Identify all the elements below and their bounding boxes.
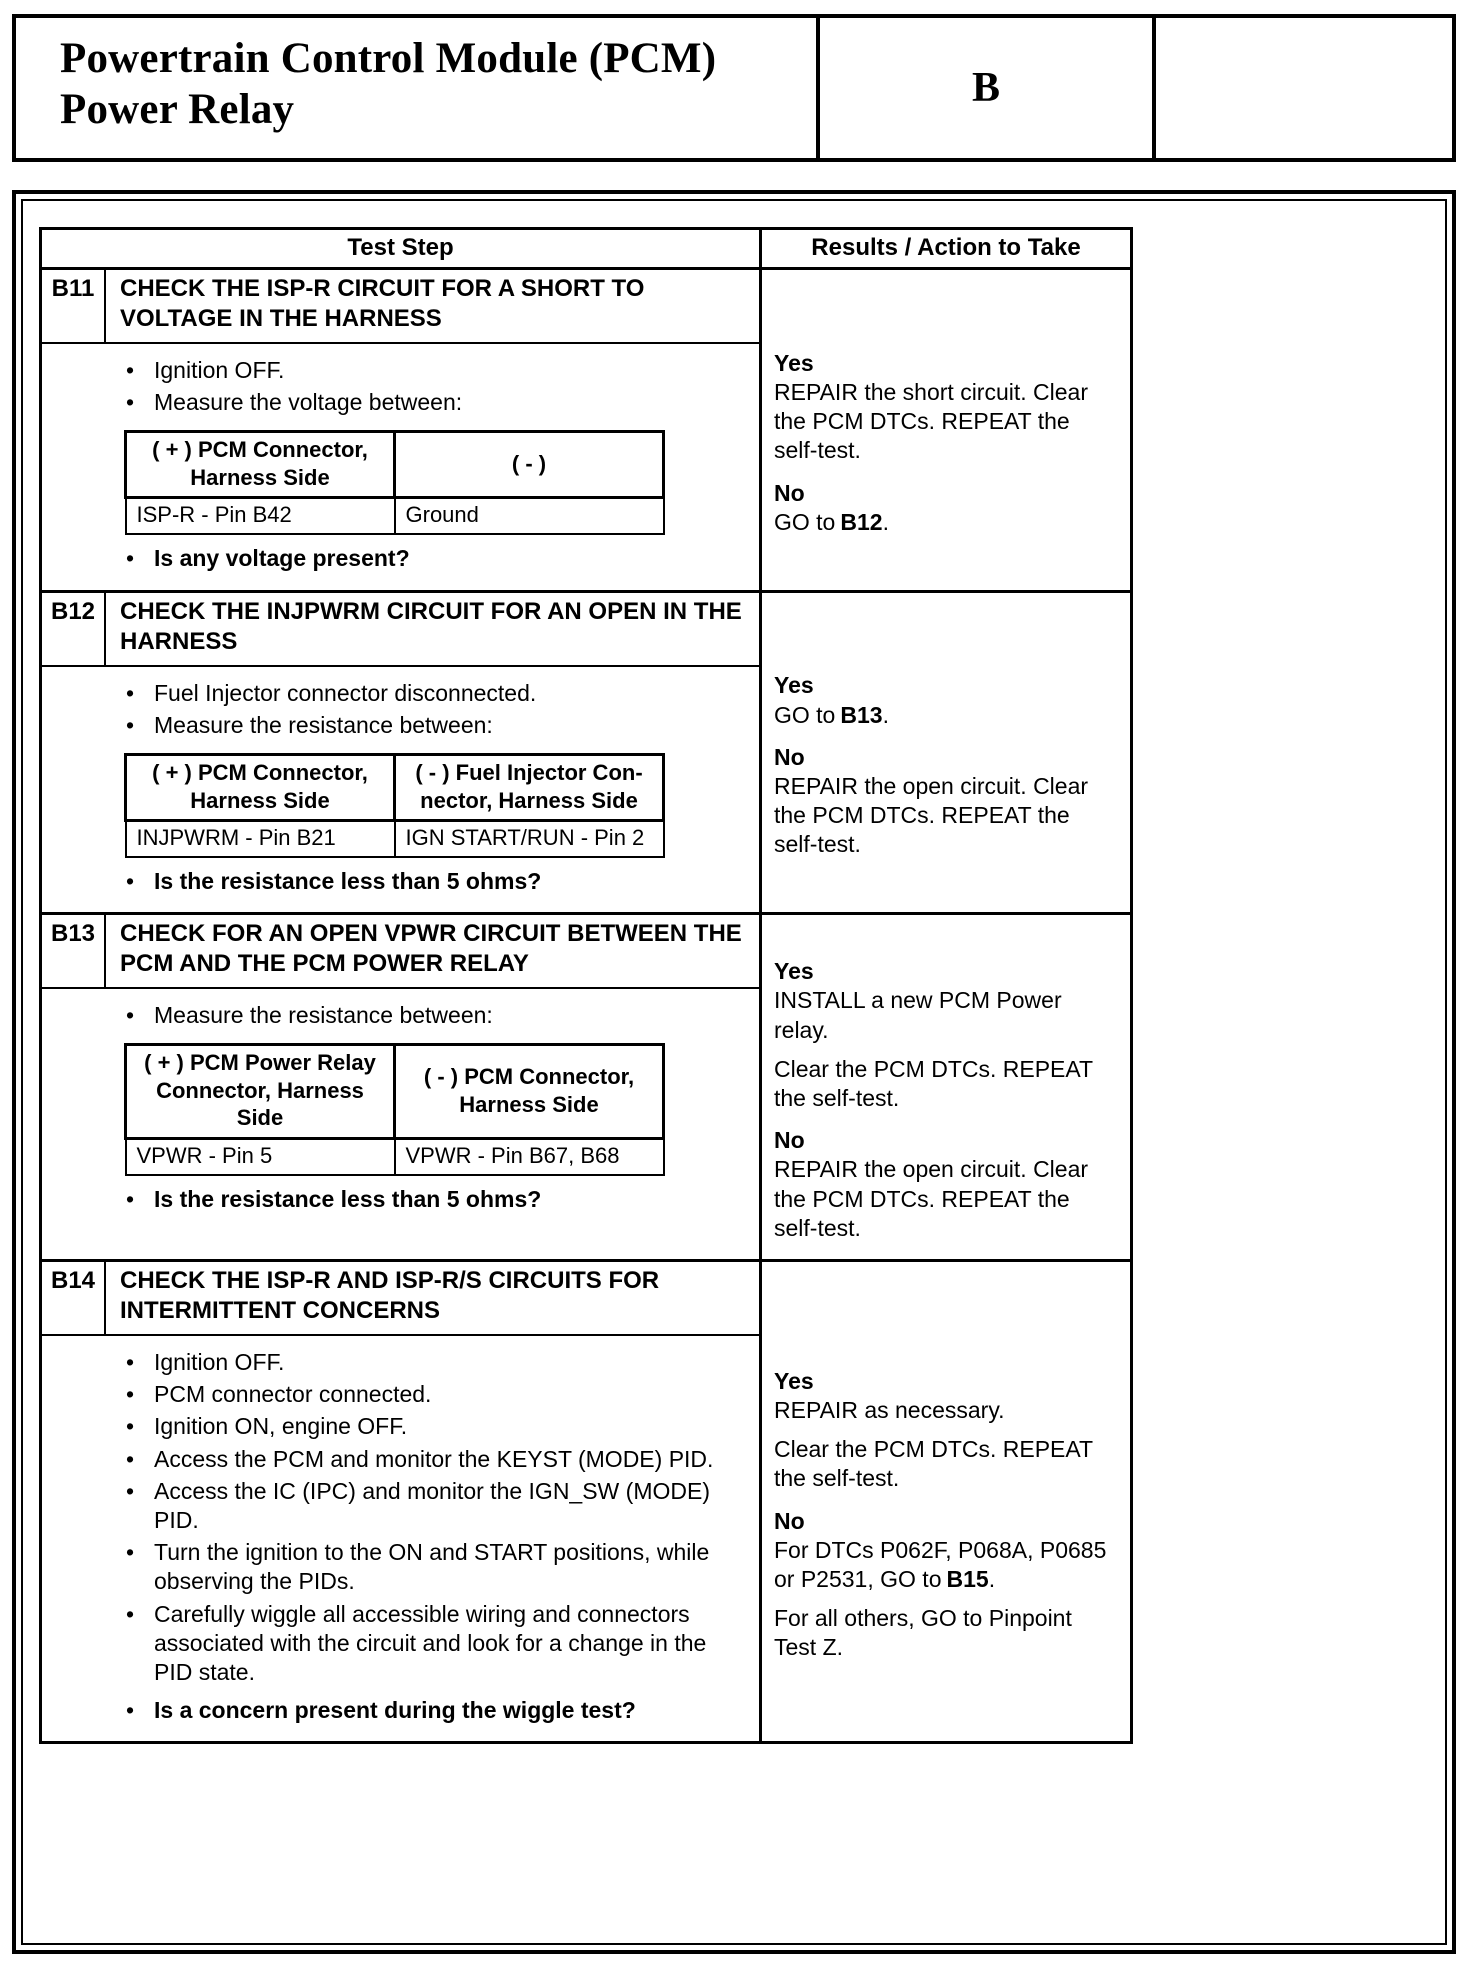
header-spacer — [1156, 18, 1452, 158]
bullet-icon: • — [126, 679, 135, 706]
title-cell — [16, 18, 816, 158]
step-body — [42, 344, 759, 590]
connector-value-cell: Ground — [395, 498, 664, 535]
result-text: For DTCs P062F, P068A, P0685 or P2531, GO to B15. — [774, 1536, 1107, 1593]
step-question — [42, 867, 737, 896]
bullet-text: Measure the resistance between: — [154, 711, 493, 738]
bullet-text: Ignition OFF. — [154, 1349, 285, 1376]
test-step-row-b11 — [42, 270, 1130, 593]
result-text: For all others, GO to Pinpoint Test Z. — [774, 1605, 1072, 1661]
step-header — [42, 593, 759, 667]
bullet-item — [42, 1477, 737, 1535]
bullet-icon: • — [126, 1185, 135, 1212]
bullet-icon: • — [126, 1697, 135, 1724]
connector-value-cell: VPWR - Pin 5 — [126, 1138, 395, 1175]
results-cell — [762, 915, 1130, 1259]
step-body — [42, 1336, 759, 1741]
pinpoint-test-table — [39, 227, 1133, 1744]
page-title — [60, 34, 816, 135]
section-letter: B — [971, 65, 1000, 111]
bullet-item — [42, 388, 737, 417]
bullet-text: Ignition OFF. — [154, 357, 285, 383]
result-text: INSTALL a new PCM Power relay. — [774, 987, 1062, 1043]
bullet-icon: • — [126, 711, 135, 738]
result-yes-label: Yes — [774, 349, 814, 376]
bullet-item — [42, 1380, 737, 1409]
content-frame-inner — [21, 199, 1447, 1945]
step-header — [42, 1262, 759, 1336]
connector-table — [124, 1043, 665, 1176]
step-question — [42, 1696, 737, 1725]
result-text: GO to B13. — [774, 701, 889, 728]
result-text: Clear the PCM DTCs. REPEAT the self-test. — [774, 1436, 1093, 1492]
bullet-item — [42, 1445, 737, 1474]
bullet-item — [42, 1001, 737, 1030]
results-cell — [762, 270, 1130, 590]
bullet-icon: • — [126, 868, 135, 895]
step-question — [42, 544, 737, 573]
page-title-line2: Power Relay — [60, 85, 295, 133]
bullet-icon: • — [126, 1600, 135, 1627]
question-text: Is the resistance less than 5 ohms? — [154, 1185, 542, 1212]
bullet-text: Fuel Injector connector disconnected. — [154, 679, 537, 706]
bullet-item — [42, 1600, 737, 1688]
step-header — [42, 915, 759, 989]
test-step-row-b14 — [42, 1262, 1130, 1741]
result-no-label: No — [774, 479, 805, 506]
result-no-label: No — [774, 743, 805, 770]
step-header — [42, 270, 759, 344]
question-text: Is a concern present during the wiggle test? — [154, 1697, 636, 1724]
step-title: CHECK FOR AN OPEN VPWR CIRCUIT BETWEEN THE PCM AND THE PCM POWER RELAY — [120, 920, 742, 978]
page-title-line1: Powertrain Control Module (PCM) — [60, 35, 717, 82]
bullet-icon: • — [126, 357, 135, 383]
question-text: Is any voltage present? — [154, 545, 410, 572]
result-no-label: No — [774, 1127, 805, 1154]
result-no-label: No — [774, 1507, 805, 1534]
table-header-row — [42, 230, 1130, 270]
bullet-item — [42, 679, 737, 708]
step-id: B13 — [42, 915, 106, 987]
title-banner — [12, 14, 1456, 162]
content-frame — [12, 190, 1456, 1954]
connector-table — [124, 430, 665, 535]
connector-value-cell: IGN START/RUN - Pin 2 — [395, 821, 664, 858]
connector-value-cell: VPWR - Pin B67, B68 — [395, 1138, 664, 1175]
result-text: Clear the PCM DTCs. REPEAT the self-test. — [774, 1055, 1093, 1112]
connector-header-cell: ( - ) — [395, 432, 664, 498]
bullet-icon: • — [126, 1349, 135, 1376]
bullet-text: Access the IC (IPC) and monitor the IGN_SW (MODE) PID. — [154, 1477, 710, 1534]
results-cell — [762, 1262, 1130, 1741]
test-step-cell — [42, 593, 762, 913]
connector-header-cell: ( + ) PCM Connector, Harness Side — [126, 432, 395, 498]
bullet-text: Ignition ON, engine OFF. — [154, 1413, 408, 1440]
result-yes-label: Yes — [774, 1367, 814, 1394]
column-header-test-step: Test Step — [42, 230, 762, 267]
test-step-cell — [42, 1262, 762, 1741]
section-letter-box — [816, 18, 1156, 158]
connector-header-cell: ( + ) PCM Power Relay Connector, Harness Side — [126, 1045, 395, 1139]
bullet-item — [42, 1538, 737, 1596]
test-step-cell — [42, 270, 762, 590]
result-yes-label: Yes — [774, 672, 814, 699]
bullet-icon: • — [126, 1413, 135, 1440]
bullet-text: PCM connector connected. — [154, 1381, 432, 1408]
result-yes-label: Yes — [774, 958, 814, 985]
test-step-row-b12 — [42, 593, 1130, 916]
connector-header-cell: ( - ) Fuel Injector Con- nector, Harness Side — [395, 755, 664, 821]
result-text: REPAIR the short circuit. Clear the PCM DTCs. REPEAT the self-test. — [774, 378, 1089, 464]
result-text: REPAIR the open circuit. Clear the PCM DTCs. REPEAT the self-test. — [774, 772, 1089, 858]
bullet-icon: • — [126, 1539, 135, 1566]
result-text: GO to B12. — [774, 508, 889, 535]
step-reference: B12 — [840, 508, 883, 535]
bullet-text: Measure the resistance between: — [154, 1002, 493, 1029]
bullet-icon: • — [126, 1002, 135, 1029]
step-id: B11 — [42, 270, 106, 342]
connector-table — [124, 753, 665, 858]
step-id: B14 — [42, 1262, 106, 1334]
bullet-icon: • — [126, 1477, 135, 1504]
bullet-icon: • — [126, 545, 135, 572]
bullet-text: Turn the ignition to the ON and START positions, while observing the PIDs. — [154, 1539, 710, 1595]
step-title: CHECK THE ISP-R CIRCUIT FOR A SHORT TO VOLTAGE IN THE HARNESS — [120, 275, 645, 332]
bullet-text: Measure the voltage between: — [154, 389, 463, 416]
step-reference: B13 — [840, 701, 883, 728]
step-reference: B15 — [946, 1566, 989, 1593]
bullet-icon: • — [126, 389, 135, 416]
bullet-text: Access the PCM and monitor the KEYST (MODE) PID. — [154, 1445, 714, 1472]
results-cell — [762, 593, 1130, 913]
question-text: Is the resistance less than 5 ohms? — [154, 868, 542, 895]
result-text: REPAIR as necessary. — [774, 1397, 1005, 1424]
test-step-row-b13 — [42, 915, 1130, 1262]
step-id: B12 — [42, 593, 106, 665]
bullet-item — [42, 1412, 737, 1441]
step-body — [42, 989, 759, 1230]
bullet-item — [42, 1348, 737, 1377]
result-text: REPAIR the open circuit. Clear the PCM DTCs. REPEAT the self-test. — [774, 1156, 1089, 1241]
step-question — [42, 1185, 737, 1214]
step-title: CHECK THE ISP-R AND ISP-R/S CIRCUITS FOR INTERMITTENT CONCERNS — [120, 1267, 660, 1325]
connector-value-cell: ISP-R - Pin B42 — [126, 498, 395, 535]
step-title: CHECK THE INJPWRM CIRCUIT FOR AN OPEN IN THE HARNESS — [120, 597, 742, 655]
test-step-cell — [42, 915, 762, 1259]
bullet-icon: • — [126, 1381, 135, 1408]
column-header-results: Results / Action to Take — [811, 234, 1081, 261]
connector-value-cell: INJPWRM - Pin B21 — [126, 821, 395, 858]
bullet-icon: • — [126, 1445, 135, 1472]
connector-header-cell: ( - ) PCM Connector, Harness Side — [395, 1045, 664, 1139]
bullet-item — [42, 356, 737, 385]
connector-header-cell: ( + ) PCM Connector, Harness Side — [126, 755, 395, 821]
step-body — [42, 667, 759, 913]
bullet-item — [42, 711, 737, 740]
bullet-text: Carefully wiggle all accessible wiring and connectors associated with the circuit and look for a change in the PID state. — [154, 1600, 707, 1686]
